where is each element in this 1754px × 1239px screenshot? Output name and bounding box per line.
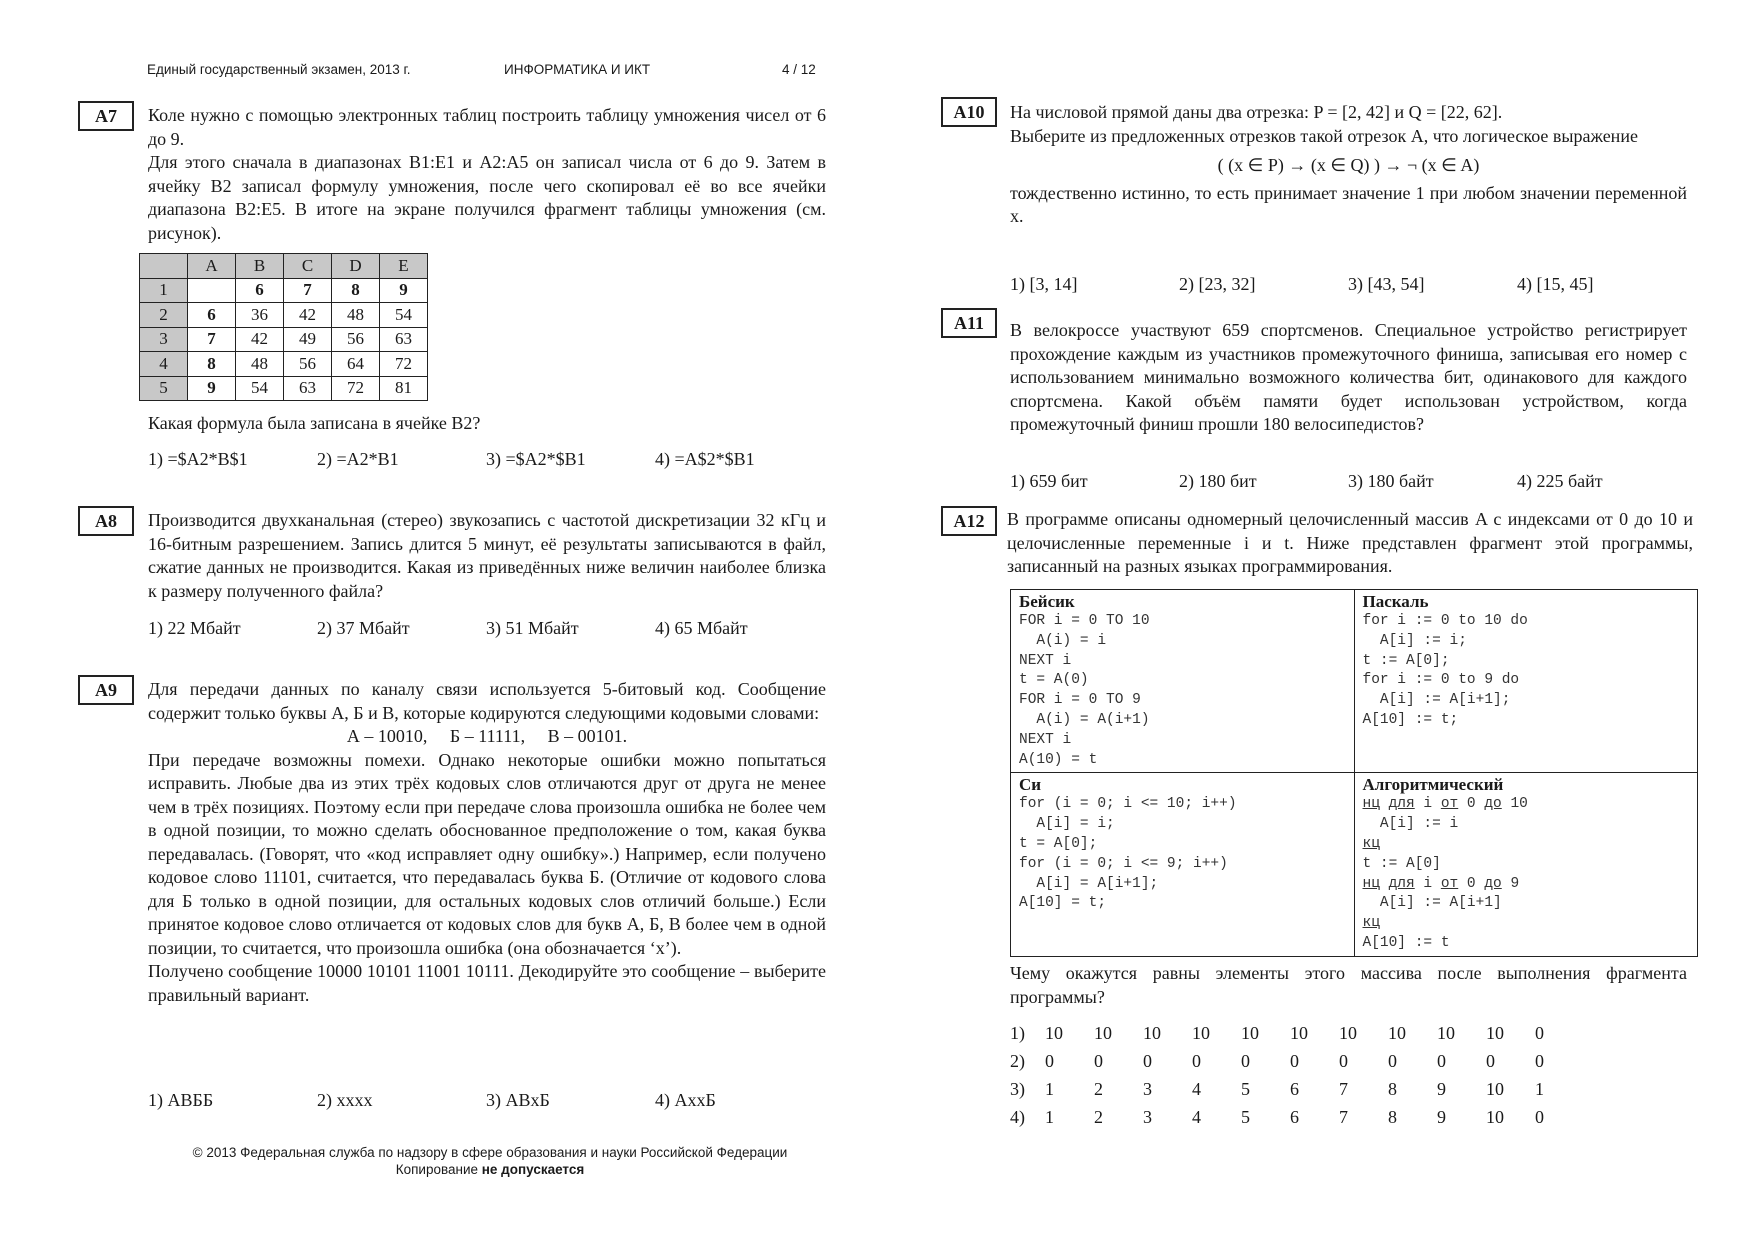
a10-option-3: 3) [43, 54] [1348, 274, 1425, 294]
a12-c-line: for (i = 0; i <= 10; i++) [1019, 796, 1237, 813]
a12-answer-value: 1 [1045, 1079, 1054, 1099]
kw-kc: кц [1362, 915, 1380, 932]
a11-option-1: 1) 659 бит [1010, 471, 1088, 491]
footer [130, 1144, 850, 1178]
algo-num: 10 [1501, 796, 1528, 813]
a7-text [148, 104, 826, 245]
a12-answer-value: 10 [1094, 1023, 1112, 1043]
a12-algo-cell [1354, 773, 1698, 956]
a12-answer-value: 3 [1143, 1107, 1152, 1127]
a12-answer-value: 9 [1437, 1079, 1446, 1099]
a7-sheet-cell: 6 [236, 278, 284, 303]
a7-sheet-row-header: 5 [140, 376, 188, 401]
a7-sheet-cell: 8 [332, 278, 380, 303]
kw-nc: нц [1362, 875, 1380, 892]
a7-option-1: 1) =$A2*B$1 [148, 449, 248, 469]
a7-sheet-cell: 8 [188, 352, 236, 377]
a10-paragraph-2: Выберите из предложенных отрезков такой отрезок A, что логическое выражение [1010, 125, 1638, 146]
a8-option-4: 4) 65 Мбайт [655, 618, 748, 638]
a7-sheet-cell: 63 [284, 376, 332, 401]
a12-basic-line: FOR i = 0 TO 9 [1019, 692, 1141, 709]
a12-answer-value: 8 [1388, 1079, 1397, 1099]
a12-algo-line [1363, 914, 1690, 934]
algo-num: 0 [1458, 875, 1485, 892]
algo-space [1380, 876, 1389, 892]
a12-answer-value: 1 [1535, 1079, 1544, 1099]
a7-sheet-row [140, 303, 428, 328]
a12-answer-value: 7 [1339, 1079, 1348, 1099]
a9-paragraph-3: Получено сообщение 10000 10101 11001 10111. Декодируйте это сообщение – выберите правильный вариант. [148, 961, 826, 1005]
a7-option-3: 3) =$A2*$B1 [486, 449, 586, 469]
a9-paragraph-2: При передаче возможны помехи. Однако некоторые ошибки можно попытаться исправить. Любые два из этих трёх кодовых слов отличаются друг от друга не менее чем в трёх позициях. Поэтому если при передаче слова произошла ошибка не более чем в одной позиции, то можно сделать обоснованное предположение о том, какая буква передавалась. (Говорят, что «код исправляет одну ошибку».) Например, если получено кодовое слово 11101, считается, что передавалась буква Б. (Отличие от кодового слова для Б только в одной позиции, для остальных кодовых слов отличий больше.) Если принятое кодовое слово отличается от кодовых слов для букв А, Б, В более чем в одной позиции, то считается, что произошла ошибка (она обозначается ‘x’). [148, 749, 826, 958]
a12-answer-value: 10 [1388, 1023, 1406, 1043]
kw-nc: нц [1362, 796, 1380, 813]
a12-answer-value: 0 [1045, 1051, 1054, 1071]
kw-ot: от [1440, 796, 1459, 813]
a7-sheet-cell: 54 [380, 303, 428, 328]
a12-answer-value: 0 [1486, 1051, 1495, 1071]
a7-sheet-corner [140, 254, 188, 279]
a12-answer-row [1010, 1051, 1584, 1079]
a7-sheet-col-e: E [380, 254, 428, 279]
a12-pascal-line: for i := 0 to 10 do [1362, 613, 1528, 629]
a12-algo-line: A[i] := A[i+1] [1362, 895, 1502, 912]
a12-basic-line: A(10) = t [1019, 751, 1098, 768]
a12-basic-line: A(i) = A(i+1) [1019, 711, 1150, 728]
a9-options [148, 1090, 824, 1111]
a7-sheet-cell: 48 [332, 303, 380, 328]
a10-formula: ( (x ∈ P) → (x ∈ Q) ) → ¬ (x ∈ A) [1217, 155, 1480, 175]
a10-paragraph-3: тождественно истинно, то есть принимает значение 1 при любом значении переменной х. [1010, 182, 1687, 226]
a12-answer-value: 10 [1486, 1023, 1504, 1043]
a9-paragraph-1: Для передачи данных по каналу связи используется 5-битовый код. Сообщение содержит только буквы А, Б и В, которые кодируются следующими кодовыми словами: [148, 679, 826, 723]
a12-answers [1010, 1023, 1584, 1135]
a11-option-2: 2) 180 бит [1179, 471, 1257, 491]
footer-copy-notice-normal: Копирование [395, 1162, 482, 1177]
a11-options [1010, 471, 1686, 492]
a12-answer-value: 0 [1535, 1051, 1544, 1071]
a7-sheet-col-c: C [284, 254, 332, 279]
a12-answer-row [1010, 1079, 1584, 1107]
a10-option-1: 1) [3, 14] [1010, 274, 1078, 294]
a7-sheet-cell: 9 [188, 376, 236, 401]
a12-answer-value: 6 [1290, 1107, 1299, 1127]
a12-pascal-line: A[i] := A[i+1]; [1362, 692, 1511, 709]
a7-sheet-cell [188, 278, 236, 303]
a7-sheet-row [140, 278, 428, 303]
a12-answer-value: 5 [1241, 1079, 1250, 1099]
a7-sheet-cell: 72 [332, 376, 380, 401]
a7-sheet-col-b: B [236, 254, 284, 279]
a12-answer-value: 0 [1339, 1051, 1348, 1071]
a7-paragraph-2: Для этого сначала в диапазонах B1:E1 и A2:A5 он записал числа от 6 до 9. Затем в ячейку B2 записал формулу умножения, после чего скопировал её во все ячейки диапазона B2:E5. В итоге на экране получился фрагмент таблицы умножения (см. рисунок). [148, 152, 826, 243]
footer-copy-notice-bold: не допускается [481, 1162, 585, 1177]
a12-algo-line: A[i] := i [1362, 816, 1459, 833]
a12-answer-row [1010, 1107, 1584, 1135]
a12-answer-value: 10 [1143, 1023, 1161, 1043]
a7-sheet-header-row [140, 254, 428, 279]
a10-tag: A10 [941, 97, 997, 127]
a12-pascal-line: t := A[0]; [1362, 652, 1450, 669]
a12-answer-value: 4 [1192, 1079, 1201, 1099]
a12-question: Чему окажутся равны элементы этого массива после выполнения фрагмента программы? [1010, 963, 1687, 1007]
a10-option-2: 2) [23, 32] [1179, 274, 1256, 294]
a12-text: В программе описаны одномерный целочисленный массив A с индексами от 0 до 10 и целочисленные переменные i и t. Ниже представлен фрагмент этой программы, записанный на разных языках программирования. [1007, 509, 1693, 576]
a8-option-2: 2) 37 Мбайт [317, 618, 410, 638]
a12-algo-line: A[10] := t [1362, 934, 1450, 951]
a11-option-4: 4) 225 байт [1517, 471, 1603, 491]
a12-pascal-line: A[i] := i; [1362, 632, 1467, 649]
a7-sheet-cell: 42 [284, 303, 332, 328]
a7-sheet-cell: 63 [380, 327, 428, 352]
a12-basic-line: t = A(0) [1019, 672, 1089, 689]
a12-answer-value: 2 [1094, 1107, 1103, 1127]
a12-pascal-title: Паскаль [1362, 592, 1429, 611]
a7-option-4: 4) =A$2*$B1 [655, 449, 755, 469]
a12-c-line: A[10] = t; [1019, 895, 1107, 912]
a9-option-1: 1) АВББ [148, 1090, 214, 1110]
a12-pascal-line: for i := 0 to 9 do [1362, 672, 1520, 689]
header-exam-title: Единый государственный экзамен, 2013 г. [147, 62, 411, 77]
a12-basic-line: NEXT i [1019, 652, 1072, 669]
a12-basic-line: A(i) = i [1019, 632, 1107, 649]
a7-sheet-row-header: 4 [140, 352, 188, 377]
a12-answer-value: 3 [1143, 1079, 1152, 1099]
a7-option-2: 2) =A2*B1 [317, 449, 399, 469]
a12-c-title: Си [1019, 775, 1042, 795]
a12-answer-value: 0 [1143, 1051, 1152, 1071]
algo-var: i [1414, 875, 1441, 892]
a12-c-line: A[i] = A[i+1]; [1019, 875, 1159, 892]
algo-num: 9 [1501, 875, 1520, 892]
a7-sheet-cell: 49 [284, 327, 332, 352]
a12-basic-cell [1011, 590, 1355, 773]
a12-c-line: A[i] = i; [1019, 816, 1115, 833]
a12-algo-line: t := A[0] [1362, 855, 1441, 872]
a9-option-4: 4) АxxБ [655, 1090, 716, 1110]
a7-sheet-cell: 7 [284, 278, 332, 303]
a7-sheet-cell: 36 [236, 303, 284, 328]
a12-code-table [1010, 589, 1698, 957]
a7-sheet-cell: 72 [380, 352, 428, 377]
a12-pascal-line: A[10] := t; [1362, 711, 1459, 728]
a12-answer-value: 2 [1094, 1079, 1103, 1099]
a7-sheet-cell: 56 [332, 327, 380, 352]
a12-basic-line: NEXT i [1019, 731, 1072, 748]
a12-c-line: t = A[0]; [1019, 835, 1098, 852]
kw-kc: кц [1362, 835, 1380, 852]
a12-answer-value: 5 [1241, 1107, 1250, 1127]
a7-paragraph-1: Коле нужно с помощью электронных таблиц построить таблицу умножения чисел от 6 до 9. [148, 105, 826, 149]
a12-answer-value: 0 [1388, 1051, 1397, 1071]
algo-var: i [1414, 796, 1441, 813]
a9-option-3: 3) АВxБ [486, 1090, 550, 1110]
a12-algo-line [1363, 875, 1690, 895]
a12-answer-num: 3) [1010, 1079, 1025, 1099]
a12-algo-title: Алгоритмический [1362, 775, 1504, 795]
a12-answer-value: 10 [1437, 1023, 1455, 1043]
algo-space [1380, 796, 1389, 812]
a7-sheet-cell: 7 [188, 327, 236, 352]
a12-answer-value: 0 [1192, 1051, 1201, 1071]
algo-num: 0 [1458, 796, 1485, 813]
a12-answer-value: 7 [1339, 1107, 1348, 1127]
a8-option-3: 3) 51 Мбайт [486, 618, 579, 638]
a7-sheet-cell: 64 [332, 352, 380, 377]
a7-question: Какая формула была записана в ячейке B2? [148, 413, 481, 433]
a7-sheet-cell: 81 [380, 376, 428, 401]
header-page-number: 4 / 12 [782, 62, 816, 77]
a12-answer-value: 9 [1437, 1107, 1446, 1127]
a7-sheet-row-header: 1 [140, 278, 188, 303]
a12-pascal-cell [1354, 590, 1698, 773]
a8-options [148, 618, 824, 639]
a12-answer-value: 0 [1535, 1023, 1544, 1043]
a10-options [1010, 274, 1686, 295]
kw-do: до [1484, 875, 1502, 892]
a12-answer-value: 10 [1192, 1023, 1210, 1043]
a12-tag: A12 [941, 506, 997, 536]
a12-answer-value: 0 [1241, 1051, 1250, 1071]
a12-code-row-bottom [1011, 773, 1698, 956]
a12-answer-num: 2) [1010, 1051, 1025, 1071]
a12-answer-value: 10 [1241, 1023, 1259, 1043]
a7-options [148, 449, 824, 470]
header-subject: ИНФОРМАТИКА И ИКТ [504, 62, 651, 77]
a7-sheet-row [140, 327, 428, 352]
a12-code-row-top [1011, 590, 1698, 773]
a12-answer-value: 0 [1437, 1051, 1446, 1071]
kw-do: до [1484, 796, 1502, 813]
a12-answer-value: 10 [1339, 1023, 1357, 1043]
a12-answer-value: 0 [1094, 1051, 1103, 1071]
a7-sheet-cell: 54 [236, 376, 284, 401]
a12-basic-line: FOR i = 0 TO 10 [1019, 613, 1150, 629]
a12-algo-line [1363, 795, 1690, 815]
a9-tag: A9 [78, 675, 134, 705]
a7-sheet-cell: 9 [380, 278, 428, 303]
a10-paragraph-1: На числовой прямой даны два отрезка: P = [2, 42] и Q = [22, 62]. [1010, 102, 1503, 122]
a7-spreadsheet [139, 253, 428, 401]
a9-text [148, 678, 826, 1007]
a11-text: В велокроссе участвуют 659 спортсменов. Специальное устройство регистрирует прохождение каждым из участников промежуточного финиша, записывая его номер с использованием минимально возможного количества бит, одинакового для каждого спортсмена. Какой объём памяти будет использован устройством, когда промежуточный финиш прошли 180 велосипедистов? [1010, 320, 1687, 434]
a12-answer-value: 0 [1290, 1051, 1299, 1071]
a12-answer-value: 6 [1290, 1079, 1299, 1099]
a12-answer-value: 10 [1290, 1023, 1308, 1043]
a7-sheet-row-header: 2 [140, 303, 188, 328]
a7-tag: A7 [78, 101, 134, 131]
kw-ot: от [1440, 875, 1459, 892]
kw-dlya: для [1388, 875, 1415, 892]
footer-copyright: © 2013 Федеральная служба по надзору в сфере образования и науки Российской Федерации [192, 1145, 788, 1160]
a12-answer-value: 1 [1045, 1107, 1054, 1127]
a8-text: Производится двухканальная (стерео) звукозапись с частотой дискретизации 32 кГц и 16-битным разрешением. Запись длится 5 минут, её результаты записываются в файл, сжатие данных не производится. Какая из приведённых ниже величин наиболее близка к размеру полученного файла? [148, 510, 826, 601]
a10-option-4: 4) [15, 45] [1517, 274, 1594, 294]
a12-answer-num: 1) [1010, 1023, 1025, 1043]
a12-answer-row [1010, 1023, 1584, 1051]
a9-option-2: 2) xxxx [317, 1090, 373, 1110]
a12-answer-value: 10 [1486, 1079, 1504, 1099]
a7-sheet-cell: 42 [236, 327, 284, 352]
a7-sheet-row [140, 352, 428, 377]
a7-sheet-col-d: D [332, 254, 380, 279]
footer-copy-notice [130, 1161, 850, 1178]
a7-sheet-row-header: 3 [140, 327, 188, 352]
a12-answer-value: 8 [1388, 1107, 1397, 1127]
kw-dlya: для [1388, 796, 1415, 813]
a12-answer-value: 0 [1535, 1107, 1544, 1127]
a12-algo-line [1363, 835, 1690, 855]
a12-answer-num: 4) [1010, 1107, 1025, 1127]
a7-sheet-row [140, 376, 428, 401]
a8-option-1: 1) 22 Мбайт [148, 618, 241, 638]
a7-sheet-col-a: A [188, 254, 236, 279]
a7-sheet-cell: 56 [284, 352, 332, 377]
a11-tag: A11 [941, 308, 997, 338]
a10-text [1010, 101, 1687, 229]
a11-option-3: 3) 180 байт [1348, 471, 1434, 491]
a12-c-cell [1011, 773, 1355, 956]
a7-sheet-cell: 6 [188, 303, 236, 328]
a12-c-line: for (i = 0; i <= 9; i++) [1019, 855, 1228, 872]
a7-sheet-cell: 48 [236, 352, 284, 377]
a12-answer-value: 4 [1192, 1107, 1201, 1127]
a12-answer-value: 10 [1486, 1107, 1504, 1127]
a12-basic-title: Бейсик [1019, 592, 1075, 611]
a9-code-words: А – 10010, Б – 11111, В – 00101. [346, 726, 628, 746]
a12-answer-value: 10 [1045, 1023, 1063, 1043]
a8-tag: A8 [78, 506, 134, 536]
